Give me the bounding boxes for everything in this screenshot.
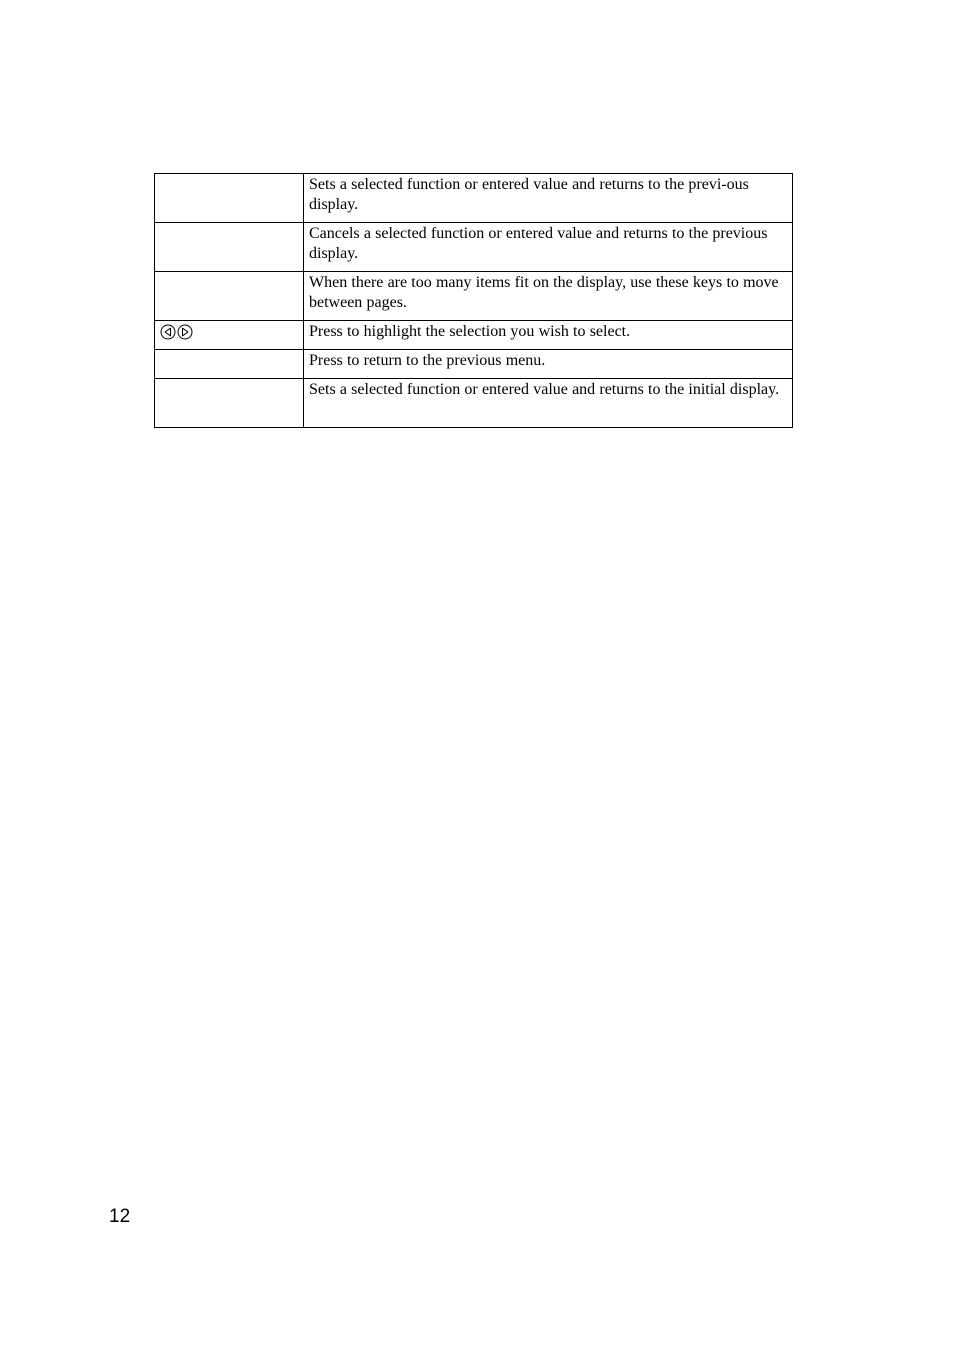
key-cell [155, 272, 304, 321]
page-number: 12 [109, 1206, 131, 1227]
table-row [155, 379, 793, 428]
description-cell: Cancels a selected function or entered value and returns to the previous display. [304, 223, 793, 272]
description-cell: Sets a selected function or entered value and returns to the initial display. [304, 379, 793, 428]
table-row [155, 350, 793, 379]
key-function-table [154, 173, 793, 428]
key-cell [155, 321, 304, 350]
key-cell [155, 174, 304, 223]
description-cell: Sets a selected function or entered value and returns to the previ-ous display. [304, 174, 793, 223]
description-cell: Press to highlight the selection you wish to select. [304, 321, 793, 350]
key-cell [155, 223, 304, 272]
table-row [155, 174, 793, 223]
description-cell: Press to return to the previous menu. [304, 350, 793, 379]
left-right-arrow-keys-icon [160, 324, 193, 340]
key-cell [155, 379, 304, 428]
right-arrow-key-icon [177, 324, 193, 340]
left-arrow-key-icon [160, 324, 176, 340]
table-row [155, 223, 793, 272]
table-row [155, 272, 793, 321]
description-cell: When there are too many items fit on the display, use these keys to move between pages. [304, 272, 793, 321]
table-row [155, 321, 793, 350]
key-cell [155, 350, 304, 379]
